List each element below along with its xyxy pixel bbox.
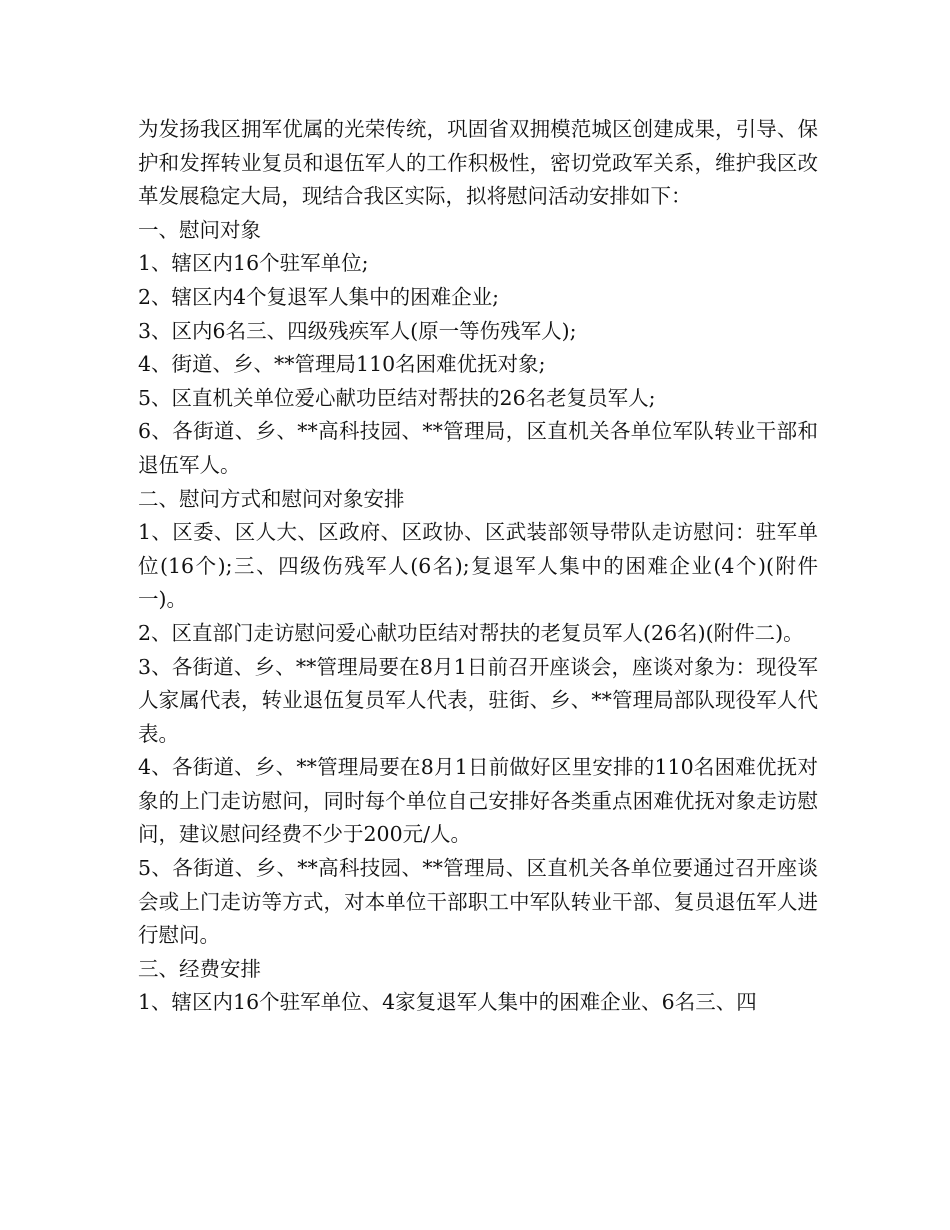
list-item: 6、各街道、乡、**高科技园、**管理局，区直机关各单位军队转业干部和退伍军人。 — [138, 419, 818, 477]
intro-paragraph: 为发扬我区拥军优属的光荣传统，巩固省双拥模范城区创建成果，引导、保护和发挥转业复员和退伍军人的工作积极性，密切党政军关系，维护我区改革发展稳定大局，现结合我区实际，拟将慰问活动安排如下： — [138, 117, 818, 209]
list-item: 4、街道、乡、**管理局110名困难优抚对象; — [138, 352, 546, 377]
list-item: 2、区直部门走访慰问爱心献功臣结对帮扶的老复员军人(26名)(附件二)。 — [138, 620, 804, 645]
list-item: 3、区内6名三、四级残疾军人(原一等伤残军人); — [138, 318, 577, 343]
list-item: 5、区直机关单位爱心献功臣结对帮扶的26名老复员军人; — [138, 385, 656, 410]
section-heading-2: 二、慰问方式和慰问对象安排 — [138, 486, 405, 511]
section-heading-1: 一、慰问对象 — [138, 217, 261, 242]
list-item: 2、辖区内4个复退军人集中的困难企业; — [138, 284, 499, 309]
list-item: 1、辖区内16个驻军单位、4家复退军人集中的困难企业、6名三、四 — [138, 990, 757, 1015]
section-heading-3: 三、经费安排 — [138, 956, 261, 981]
list-item: 5、各街道、乡、**高科技园、**管理局、区直机关各单位要通过召开座谈会或上门走访等方式，对本单位干部职工中军队转业干部、复员退伍军人进行慰问。 — [138, 856, 818, 948]
list-item: 3、各街道、乡、**管理局要在8月1日前召开座谈会，座谈对象为：现役军人家属代表，转业退伍复员军人代表，驻街、乡、**管理局部队现役军人代表。 — [138, 654, 818, 746]
list-item: 1、区委、区人大、区政府、区政协、区武装部领导带队走访慰问：驻军单位(16个);三、四级伤残军人(6名);复退军人集中的困难企业(4个)(附件一)。 — [138, 520, 818, 612]
document-page — [138, 113, 818, 1020]
list-item: 4、各街道、乡、**管理局要在8月1日前做好区里安排的110名困难优抚对象的上门走访慰问，同时每个单位自己安排好各类重点困难优抚对象走访慰问，建议慰问经费不少于200元/人。 — [138, 755, 818, 847]
list-item: 1、辖区内16个驻军单位; — [138, 251, 369, 276]
